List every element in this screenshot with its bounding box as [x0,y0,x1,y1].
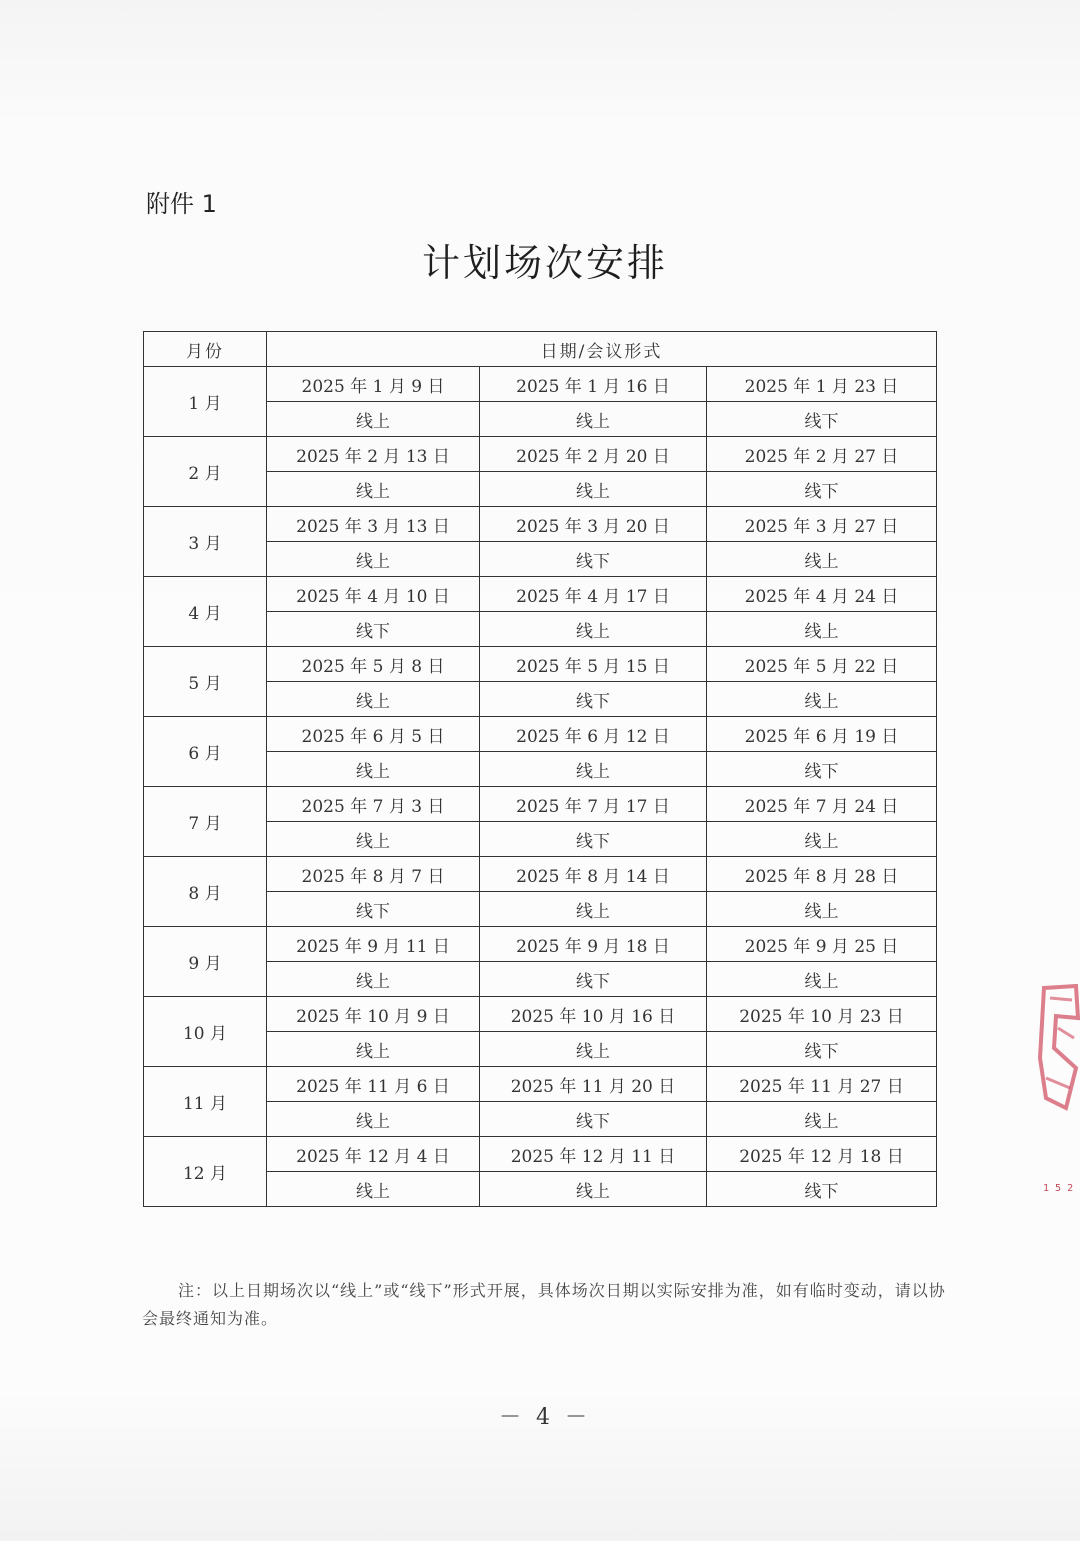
seal-stamp-fragment [1036,978,1080,1118]
date-cell: 2025 年 1 月 16 日 [480,367,707,402]
format-cell: 线上 [707,822,937,857]
date-cell: 2025 年 9 月 25 日 [707,927,937,962]
format-cell: 线上 [480,612,707,647]
date-cell: 2025 年 1 月 9 日 [267,367,480,402]
format-cell: 线上 [480,752,707,787]
table-row-dates [144,577,937,612]
date-cell: 2025 年 10 月 9 日 [267,997,480,1032]
format-cell: 线下 [480,542,707,577]
date-cell: 2025 年 1 月 23 日 [707,367,937,402]
date-cell: 2025 年 2 月 27 日 [707,437,937,472]
format-cell: 线上 [267,402,480,437]
date-cell: 2025 年 8 月 28 日 [707,857,937,892]
format-cell: 线上 [267,822,480,857]
header-dates: 日期/会议形式 [267,332,937,367]
date-cell: 2025 年 3 月 13 日 [267,507,480,542]
format-cell: 线上 [707,1102,937,1137]
month-cell: 7 月 [144,787,267,857]
month-cell: 10 月 [144,997,267,1067]
month-cell: 3 月 [144,507,267,577]
date-cell: 2025 年 8 月 14 日 [480,857,707,892]
format-cell: 线下 [267,612,480,647]
date-cell: 2025 年 5 月 8 日 [267,647,480,682]
schedule-body [144,367,937,1207]
table-row-dates [144,787,937,822]
format-cell: 线上 [267,542,480,577]
date-cell: 2025 年 9 月 18 日 [480,927,707,962]
format-cell: 线上 [707,682,937,717]
format-cell: 线上 [707,542,937,577]
footnote: 注：以上日期场次以“线上”或“线下”形式开展，具体场次日期以实际安排为准，如有临时变动，请以协会最终通知为准。 [142,1281,946,1328]
format-cell: 线上 [707,892,937,927]
seal-digits: 1 5 2 [1043,1183,1074,1194]
format-cell: 线下 [707,472,937,507]
table-row-dates [144,367,937,402]
date-cell: 2025 年 12 月 4 日 [267,1137,480,1172]
table-row-dates [144,857,937,892]
month-cell: 1 月 [144,367,267,437]
schedule-table [143,331,937,1207]
month-cell: 5 月 [144,647,267,717]
format-cell: 线上 [480,892,707,927]
format-cell: 线下 [707,1172,937,1207]
format-cell: 线上 [480,1032,707,1067]
table-row-dates [144,647,937,682]
date-cell: 2025 年 4 月 10 日 [267,577,480,612]
format-cell: 线上 [267,962,480,997]
date-cell: 2025 年 7 月 24 日 [707,787,937,822]
table-row-dates [144,507,937,542]
date-cell: 2025 年 6 月 5 日 [267,717,480,752]
date-cell: 2025 年 11 月 6 日 [267,1067,480,1102]
table-row-dates [144,717,937,752]
month-cell: 9 月 [144,927,267,997]
date-cell: 2025 年 4 月 17 日 [480,577,707,612]
page-title: 计划场次安排 [421,241,668,285]
format-cell: 线上 [267,472,480,507]
format-cell: 线下 [267,892,480,927]
header-month: 月份 [144,332,267,367]
date-cell: 2025 年 12 月 11 日 [480,1137,707,1172]
date-cell: 2025 年 3 月 20 日 [480,507,707,542]
date-cell: 2025 年 8 月 7 日 [267,857,480,892]
date-cell: 2025 年 7 月 17 日 [480,787,707,822]
format-cell: 线下 [480,1102,707,1137]
date-cell: 2025 年 10 月 16 日 [480,997,707,1032]
format-cell: 线上 [267,1172,480,1207]
table-header-row [144,332,937,367]
date-cell: 2025 年 9 月 11 日 [267,927,480,962]
date-cell: 2025 年 5 月 15 日 [480,647,707,682]
month-cell: 8 月 [144,857,267,927]
page-number: － 4 － [499,1405,591,1430]
format-cell: 线上 [480,472,707,507]
date-cell: 2025 年 6 月 19 日 [707,717,937,752]
date-cell: 2025 年 11 月 27 日 [707,1067,937,1102]
month-cell: 6 月 [144,717,267,787]
format-cell: 线上 [707,962,937,997]
format-cell: 线下 [707,752,937,787]
date-cell: 2025 年 11 月 20 日 [480,1067,707,1102]
table-row-dates [144,1137,937,1172]
month-cell: 12 月 [144,1137,267,1207]
table-row-dates [144,1067,937,1102]
month-cell: 4 月 [144,577,267,647]
date-cell: 2025 年 6 月 12 日 [480,717,707,752]
format-cell: 线上 [480,402,707,437]
format-cell: 线下 [480,822,707,857]
format-cell: 线上 [267,752,480,787]
date-cell: 2025 年 10 月 23 日 [707,997,937,1032]
attachment-label: 附件 1 [146,190,217,218]
format-cell: 线下 [480,962,707,997]
date-cell: 2025 年 12 月 18 日 [707,1137,937,1172]
date-cell: 2025 年 2 月 13 日 [267,437,480,472]
format-cell: 线上 [707,612,937,647]
format-cell: 线上 [480,1172,707,1207]
format-cell: 线上 [267,1102,480,1137]
date-cell: 2025 年 3 月 27 日 [707,507,937,542]
date-cell: 2025 年 2 月 20 日 [480,437,707,472]
format-cell: 线上 [267,1032,480,1067]
format-cell: 线下 [707,402,937,437]
format-cell: 线下 [707,1032,937,1067]
date-cell: 2025 年 7 月 3 日 [267,787,480,822]
date-cell: 2025 年 5 月 22 日 [707,647,937,682]
table-row-dates [144,437,937,472]
table-row-dates [144,927,937,962]
month-cell: 11 月 [144,1067,267,1137]
date-cell: 2025 年 4 月 24 日 [707,577,937,612]
table-row-dates [144,997,937,1032]
month-cell: 2 月 [144,437,267,507]
format-cell: 线下 [480,682,707,717]
format-cell: 线上 [267,682,480,717]
